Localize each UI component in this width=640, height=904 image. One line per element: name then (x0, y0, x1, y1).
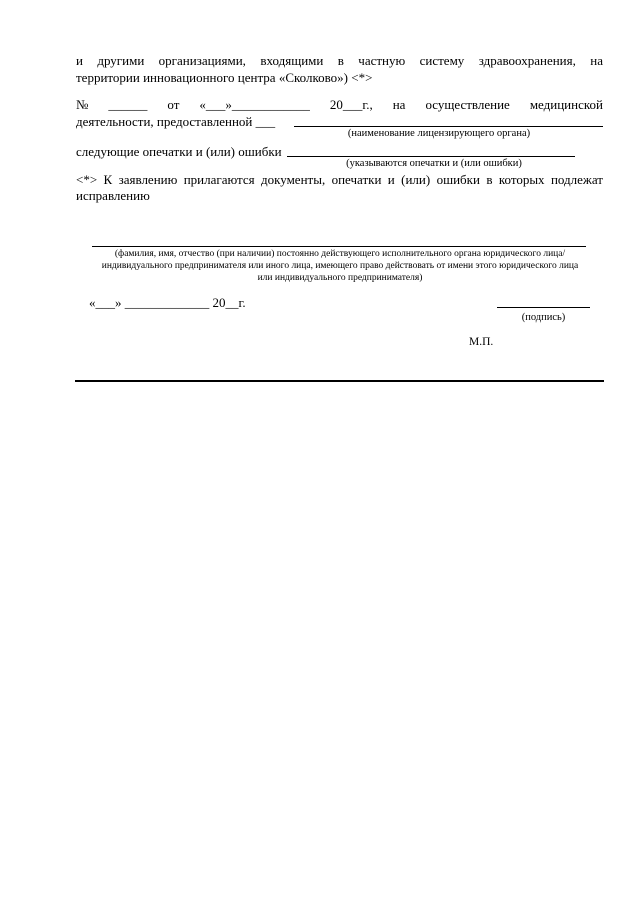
word: от (167, 97, 180, 112)
word: осуществление (425, 97, 510, 112)
date-line: «___» _____________ 20__г. (89, 295, 246, 310)
word: К (103, 172, 113, 187)
number-sign: № (76, 97, 89, 112)
word: подлежат (550, 172, 603, 187)
stamp-placeholder: М.П. (469, 336, 494, 348)
year-blank: 20___г., (329, 97, 373, 112)
signer-caption-line: индивидуального предпринимателя или иного лица, имеющего право действовать от имени этого юридического лица (101, 261, 579, 271)
paragraph-line: и другими организациями, входящими в частную систему здравоохранения, на (76, 53, 603, 68)
word: медицинской (529, 97, 603, 112)
errors-blank (287, 156, 575, 157)
word: заявлению (118, 172, 178, 187)
signer-caption-line: или индивидуального предпринимателя) (257, 273, 423, 283)
number-blank: ______ (108, 97, 148, 112)
signer-name-blank (92, 246, 586, 247)
registration-number-line (76, 97, 603, 113)
word: и (387, 172, 395, 187)
footnote-marker: <*> (76, 172, 98, 187)
word: документы, (261, 172, 326, 187)
paragraph-line: территории инновационного центра «Сколково») <*> (76, 70, 373, 85)
word: которых (498, 172, 545, 187)
paragraph-line: деятельности, предоставленной ___ (76, 114, 276, 129)
signature-caption: (подпись) (521, 312, 566, 323)
paragraph-line: следующие опечатки и (или) ошибки (76, 144, 282, 159)
word: (или) (401, 172, 431, 187)
errors-caption: (указываются опечатки и (или ошибки) (346, 158, 522, 169)
word: прилагаются (183, 172, 255, 187)
licensing-body-caption: (наименование лицензирующего органа) (347, 128, 531, 139)
signature-blank (497, 307, 590, 308)
date-blank: «___»____________ (199, 97, 310, 112)
licensing-body-blank (294, 126, 603, 127)
word: на (392, 97, 406, 112)
word: опечатки (331, 172, 382, 187)
page-bottom-rule (75, 380, 604, 382)
footnote-line (76, 172, 603, 188)
word: ошибки (436, 172, 480, 187)
footnote-line: исправлению (76, 188, 150, 203)
word: в (486, 172, 493, 187)
signer-caption-line: (фамилия, имя, отчество (при наличии) постоянно действующего исполнительного органа юридического лица/ (114, 249, 566, 259)
